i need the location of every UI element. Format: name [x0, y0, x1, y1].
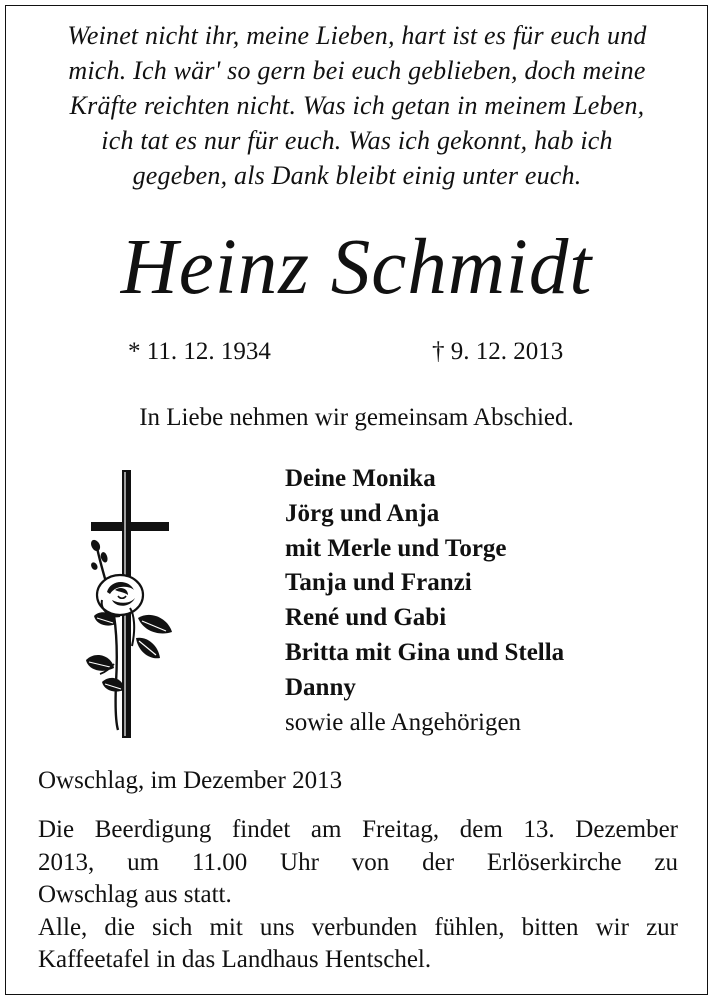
notice-line: Kaffeetafel in das Landhaus Hentschel. — [38, 946, 432, 973]
notice-line: Owschlag aus statt. — [38, 881, 232, 908]
notice-line: Alle, die sich mit uns verbunden fühlen, bitten wir zur — [38, 913, 678, 941]
mourner-name: Britta mit Gina und Stella — [285, 638, 565, 666]
relatives-line: sowie alle Angehörigen — [285, 708, 522, 736]
mourner-name: Danny — [285, 673, 356, 701]
cross-with-rose-icon — [80, 468, 190, 743]
funeral-notice — [38, 814, 678, 977]
poem-line: Weinet nicht ihr, meine Lieben, hart ist es für euch und — [67, 21, 647, 50]
farewell-line: In Liebe nehmen wir gemeinsam Abschied. — [139, 404, 574, 431]
place-date: Owschlag, im Dezember 2013 — [38, 767, 343, 794]
poem-line: Kräfte reichten nicht. Was ich getan in meinem Leben, — [69, 91, 645, 120]
poem — [22, 18, 692, 193]
deceased-name: Heinz Schmidt — [120, 224, 593, 311]
poem-line: mich. Ich wär' so gern bei euch geblieben, doch meine — [68, 56, 646, 85]
mourner-name: Jörg und Anja — [285, 499, 440, 527]
poem-line: ich tat es nur für euch. Was ich gekonnt, hab ich — [101, 126, 613, 155]
mourner-name: Deine Monika — [285, 465, 436, 492]
birth-date: * 11. 12. 1934 — [128, 338, 271, 365]
mourner-name: René und Gabi — [285, 604, 447, 632]
mourners-list — [285, 462, 564, 740]
death-date: † 9. 12. 2013 — [432, 338, 564, 365]
mourner-name: mit Merle und Torge — [285, 534, 507, 562]
poem-line: gegeben, als Dank bleibt einig unter euch. — [132, 161, 582, 190]
notice-line: 2013, um 11.00 Uhr von der Erlöserkirche zu — [38, 848, 678, 876]
notice-line: Die Beerdigung findet am Freitag, dem 13. Dezember — [38, 816, 678, 843]
mourner-name: Tanja und Franzi — [285, 569, 472, 597]
